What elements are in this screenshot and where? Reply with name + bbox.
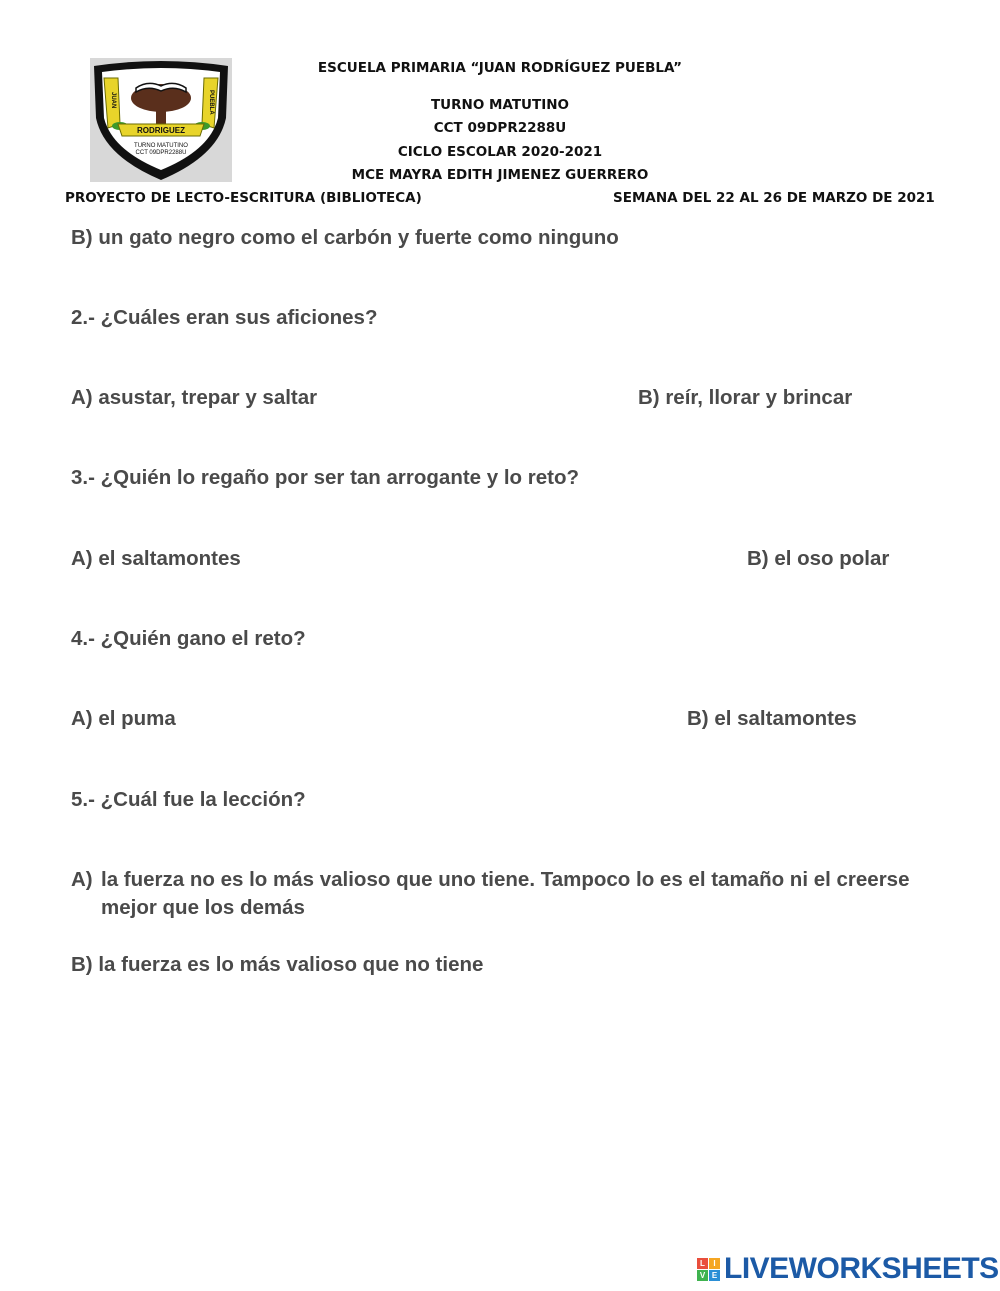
logo-banner-right: PUEBLA xyxy=(208,90,214,115)
brand-grid-i: I xyxy=(709,1258,720,1269)
q2-option-a: A) asustar, trepar y saltar xyxy=(71,386,318,409)
q1-option-b: B) un gato negro como el carbón y fuerte como ninguno xyxy=(71,226,619,249)
shift-label: TURNO MATUTINO xyxy=(430,97,570,113)
logo-line-2: CCT 09DPR2288U xyxy=(135,150,187,156)
q5-option-a: la fuerza no es lo más valioso que uno tiene. Tampoco lo es el tamaño ni el creerse mejor que los demás xyxy=(101,868,910,919)
q4-option-b: B) el saltamontes xyxy=(687,707,857,730)
school-crest-logo xyxy=(90,58,232,182)
logo-banner-bottom: RODRIGUEZ xyxy=(137,126,185,135)
question-3: 3.- ¿Quién lo regaño por ser tan arrogante y lo reto? xyxy=(71,466,580,489)
q5-option-a-marker: A) xyxy=(71,868,93,891)
q5-option-b: B) la fuerza es lo más valioso que no tiene xyxy=(71,953,484,976)
school-cycle: CICLO ESCOLAR 2020-2021 xyxy=(397,144,603,160)
school-name: ESCUELA PRIMARIA “JUAN RODRÍGUEZ PUEBLA” xyxy=(317,60,683,76)
question-2: 2.- ¿Cuáles eran sus aficiones? xyxy=(71,306,378,329)
q4-option-a: A) el puma xyxy=(71,707,176,730)
liveworksheets-text: LIVEWORKSHEETS xyxy=(724,1252,999,1285)
q2-option-b: B) reír, llorar y brincar xyxy=(638,386,853,409)
question-4: 4.- ¿Quién gano el reto? xyxy=(71,627,306,650)
brand-grid-v: V xyxy=(697,1270,708,1281)
teacher-name: MCE MAYRA EDITH JIMENEZ GUERRERO xyxy=(351,167,649,183)
project-title: PROYECTO DE LECTO-ESCRITURA (BIBLIOTECA) xyxy=(65,190,422,206)
liveworksheets-icon xyxy=(697,1258,720,1281)
q3-option-a: A) el saltamontes xyxy=(71,547,241,570)
brand-grid-e: E xyxy=(709,1270,720,1281)
logo-banner-left: JUAN xyxy=(110,92,116,109)
question-5: 5.- ¿Cuál fue la lección? xyxy=(71,788,306,811)
liveworksheets-brand xyxy=(697,1251,999,1287)
logo-line-1: TURNO MATUTINO xyxy=(134,143,188,149)
cct-label: CCT 09DPR2288U xyxy=(433,120,567,136)
q3-option-b: B) el oso polar xyxy=(747,547,890,570)
week-range: SEMANA DEL 22 AL 26 DE MARZO DE 2021 xyxy=(613,190,935,206)
brand-grid-l: L xyxy=(697,1258,708,1269)
